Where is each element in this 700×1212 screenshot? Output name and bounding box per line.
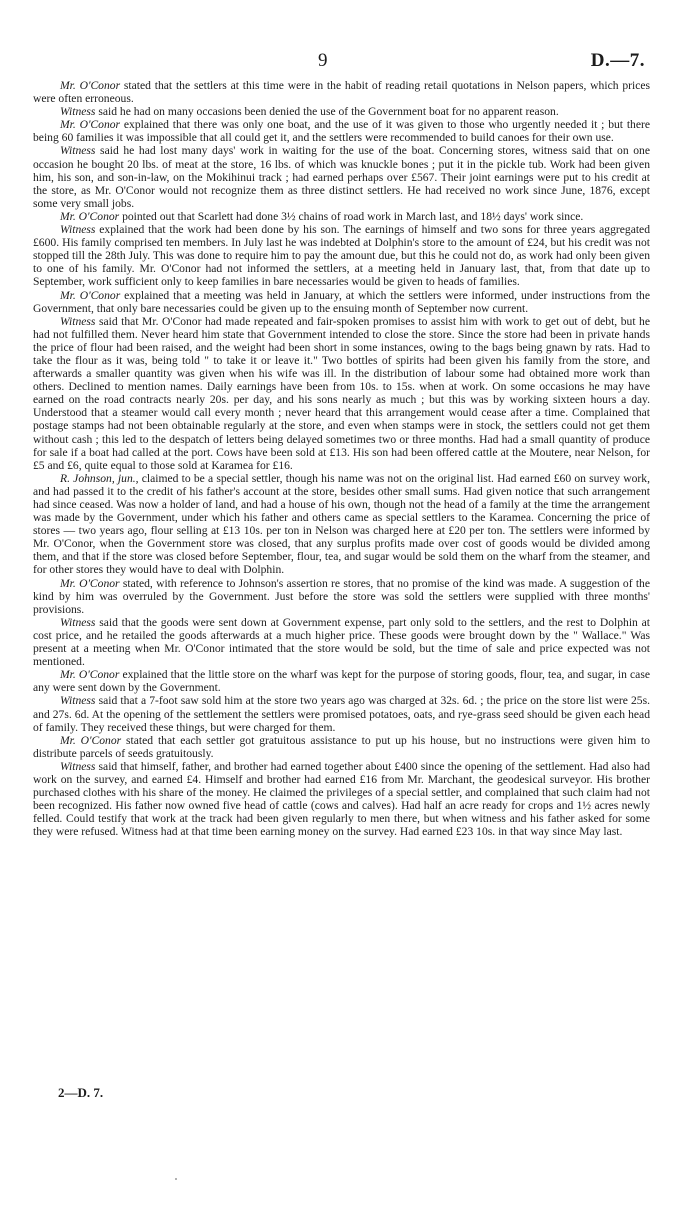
paragraph-text: said that a 7-foot saw sold him at the store two years ago was charged at 32s. 6d. ; the price on the store list were 25s. and 27s. 6d. At the opening of the settlement the settlers were promised potatoes, oats, and rye-grass seed should be given each head of family. They received these things, but were charged for them. bbox=[33, 694, 650, 734]
paragraph bbox=[33, 668, 650, 694]
paragraph-text: said he had lost many days' work in waiting for the use of the boat. Concerning stores, witness said that on one occasion he bought 20 lbs. of meat at the store, 16 lbs. of which was knuckle bones ; put it in the pickle tub. Work had been given him, his son, and son-in-law, on the Mokihinui track ; had earned perhaps over £567. Their joint earnings were put to his credit at the store, as Mr. O'Conor would not recognize them as three distinct settlers. He had received no work since June, 1876, except some very small jobs. bbox=[33, 144, 650, 210]
paragraph-text: stated that the settlers at this time were in the habit of reading retail quotations in Nelson papers, which prices were often erroneous. bbox=[33, 79, 651, 106]
speaker: Witness bbox=[60, 314, 96, 328]
page-header bbox=[0, 50, 700, 76]
paragraph bbox=[33, 315, 650, 472]
speaker: Witness bbox=[60, 105, 96, 119]
paragraph-text: stated that each settler got gratuitous assistance to put up his house, but no instructions were given him to distribute parcels of seeds gratuitously. bbox=[33, 733, 651, 760]
paragraph bbox=[33, 79, 650, 105]
paragraph-text: explained that the little store on the wharf was kept for the purpose of storing goods, flour, tea, and sugar, in case any were sent down by the Government. bbox=[33, 668, 650, 695]
paragraph-text: said that the goods were sent down at Government expense, part only sold to the settlers, and the rest to Dolphin at cost price, and he retailed the goods afterwards at a much higher price. These goods were brought down by the " Wallace." Was present at a meeting when Mr. O'Conor intimated that the store would be sold, but the time of sale and price expected was not mentioned. bbox=[33, 615, 650, 669]
paragraph bbox=[33, 105, 650, 118]
body-text bbox=[33, 79, 650, 838]
paragraph bbox=[33, 760, 650, 839]
speaker: Mr. O'Conor bbox=[60, 668, 120, 682]
paragraph-text: said he had on many occasions been denied the use of the Government boat for no apparent reason. bbox=[95, 105, 559, 119]
speaker: Mr. O'Conor bbox=[60, 79, 121, 92]
speaker: Mr. O'Conor bbox=[60, 576, 120, 590]
paragraph-text: claimed to be a special settler, though his name was not on the original list. Had earned £60 on survey work, and had passed it to the credit of his father's account at the store, besides other small sums. Had given notice that such arrangement had since ceased. Was now a holder of land, and had a house of his own, though not the head of a family at the time the arrangement was made by the Government, under which his father and others came as special settlers to the Karamea. Concerning the price of stores — two years ago, flour selling at £13 10s. per ton in Nelson was charged here at £20 per ton. The settlers were informed by Mr. O'Conor, when the Government store was closed, that any surplus profits made over cost of goods would be divided among them, and that if the store was closed before September, flour, tea, and sugar would be sold them on the wharf from the steamer, and for other stores they would have to deal with Dolphin. bbox=[33, 471, 650, 577]
paragraph-text: said that Mr. O'Conor had made repeated and fair-spoken promises to assist him with work to get out of debt, but he had not fulfilled them. Never heard him state that Government intended to close the store. Since the store had been in private hands the price of flour had been raised, and the weight had been short in some instances, owing to the bags being gnawn by rats. Had to take the flour as it was, being told " to take it or leave it." Two bottles of spirits had been given his family from the store, and afterwards a smaller quantity was given when his wife was ill. In the distribution of labour some had obtained more work than others. Declined to mention names. Daily earnings have been from 10s. to 15s. when at work. On some occasions he may have earned on the road contracts nearly 20s. per day, and his sons nearly as much ; but this was by working sixteen hours a day. Understood that a steamer would call every month ; never heard that this arrangement would cease after a time. Complained that postage stamps had not been obtainable regularly at the store, and even when stamps were in stock, the settlers could not get them without cash ; this led to the despatch of letters being delayed sometimes two or three months. Had had a small quantity of produce for sale if a boat had called at the port. Cows have been sold at £13. His son had been offered cattle at the Moutere, near Nelson, for £5 and £6, quite equal to those sold at Karamea for £16. bbox=[33, 314, 650, 472]
paragraph-text: stated, with reference to Johnson's assertion re stores, that no promise of the kind was made. A suggestion of the kind by him was overruled by the Government. Just before the store was sold the settlers were supplied with three months' provisions. bbox=[33, 576, 651, 616]
paragraph bbox=[33, 118, 650, 144]
speaker: Mr. O'Conor bbox=[60, 733, 122, 747]
paragraph bbox=[33, 734, 650, 760]
speaker: Mr. O'Conor bbox=[60, 118, 121, 132]
signature-mark: 2—D. 7. bbox=[58, 1085, 104, 1100]
paragraph-text: said that himself, father, and brother had earned together about £400 since the opening of the settlement. Had also had work on the survey, and earned £4. Himself and brother had earned £16 from Mr. Marchant, the geodesical surveyor. His brother purchased clothes with his share of the money. He claimed the privileges of a special settler, and complained that such claim had not been recognized. His father now owned five head of cattle (cows and calves). Had half an acre ready for crops and 1½ acres newly felled. Could testify that work at the track had been given regularly to men there, but when witness and his father asked for some they were refused. Witness had at that time been earning money on the survey. Had earned £23 10s. in that way since May last. bbox=[33, 759, 650, 839]
paragraph-text: explained that the work had been done by his son. The earnings of himself and two sons for three years aggregated £600. His family comprised ten members. In July last he was indebted at Dolphin's store to the amount of £24, but his credit was not stopped till the 28th July. This was done to require him to pay the amount due, but this he could not do, as work had only been given to one of his family. Mr. O'Conor had not informed the settlers, at a meeting held in January last, that, from that date up to September, work sufficient only to keep families in bare necessaries would be given to heads of families. bbox=[33, 223, 650, 289]
paragraph-text: explained that a meeting was held in January, at which the settlers were informed, under instructions from the Government, that only bare necessaries could be given up to the ensuing month of September now current. bbox=[33, 288, 651, 315]
paragraph bbox=[33, 144, 650, 209]
paragraph bbox=[33, 577, 650, 616]
paragraph bbox=[33, 289, 650, 315]
paragraph bbox=[33, 472, 650, 577]
paragraph-text: explained that there was only one boat, and the use of it was given to those who urgently needed it ; but there being 60 families it was impossible that all could get it, and the settlers were recommended to build canoes for their own use. bbox=[33, 118, 650, 145]
paragraph bbox=[33, 210, 650, 223]
speaker: Witness bbox=[60, 223, 96, 237]
paragraph bbox=[33, 223, 650, 288]
paragraph bbox=[33, 694, 650, 733]
paragraph bbox=[33, 616, 650, 668]
page-number: 9 bbox=[318, 50, 328, 71]
speaker: Mr. O'Conor bbox=[60, 288, 121, 302]
speaker: R. Johnson, jun., bbox=[60, 471, 139, 485]
speaker: Mr. O'Conor bbox=[60, 209, 120, 223]
paper-speck bbox=[175, 1178, 177, 1180]
speaker: Witness bbox=[60, 694, 96, 708]
paragraph-text: pointed out that Scarlett had done 3½ chains of road work in March last, and 18½ days' work since. bbox=[119, 209, 584, 223]
speaker: Witness bbox=[60, 759, 96, 773]
speaker: Witness bbox=[60, 615, 96, 629]
speaker: Witness bbox=[60, 144, 96, 158]
document-reference: D.—7. bbox=[590, 50, 645, 71]
